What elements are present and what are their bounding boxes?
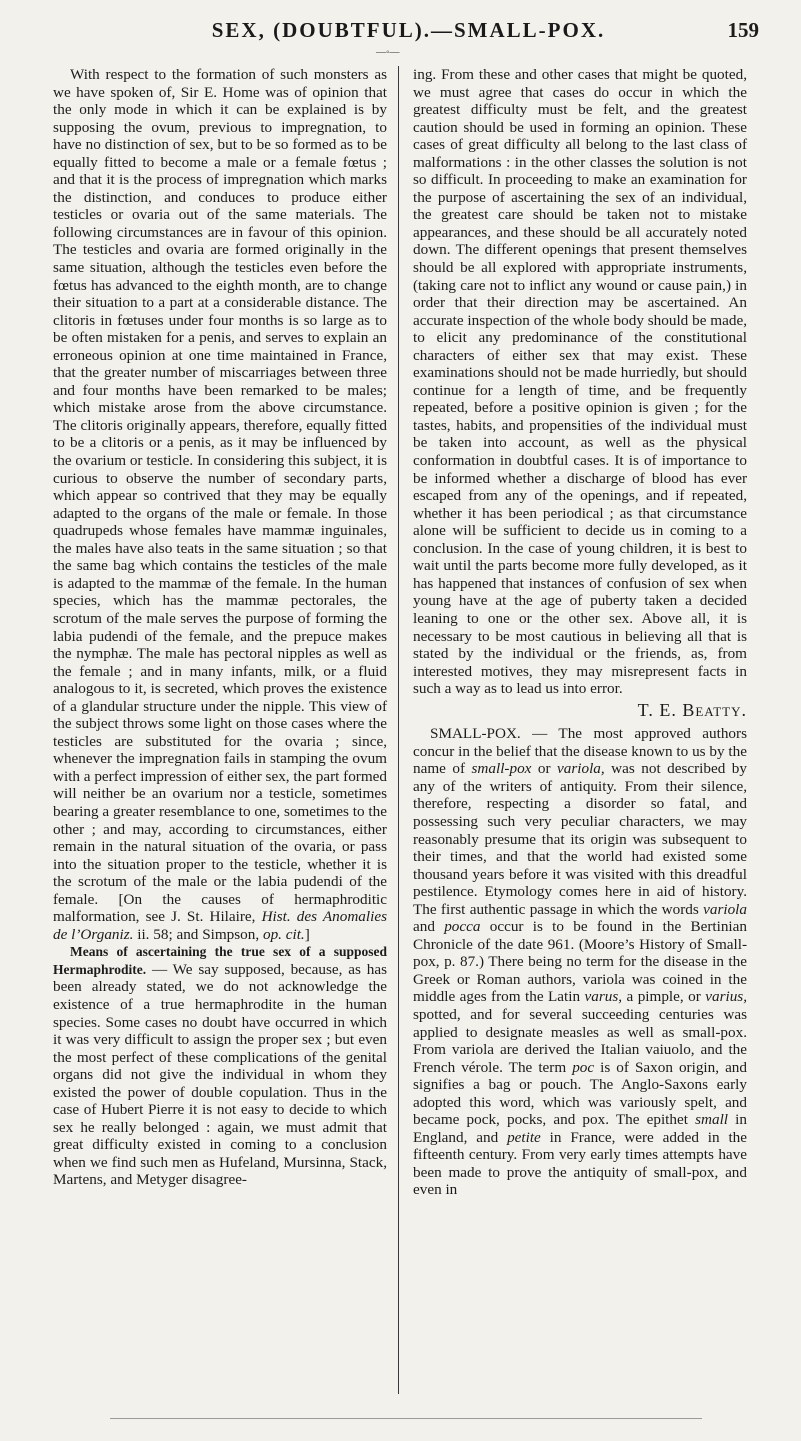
page-header xyxy=(58,18,759,46)
paragraph-small-pox xyxy=(413,725,747,1199)
paragraph-text: spotted, and for several succeeding centuries was applied to designate measles as well as small-pox. From variola are derived the Italian vaiuolo, and the French vérole. The term xyxy=(413,1005,747,1076)
page-number: 159 xyxy=(727,18,759,42)
paragraph-text: is of Saxon origin, and signifies a bag or pouch. The Anglo-Saxons early adopted this word, which was variously spelt, and became pock, pocks, and pox. The epithet xyxy=(413,1058,747,1129)
italic-term: varus, xyxy=(584,988,623,1006)
paragraph-monster-formation xyxy=(53,66,387,943)
author-signature: T. E. Beatty. xyxy=(637,699,747,720)
italic-term: small-pox xyxy=(471,760,532,778)
paragraph-text: — We say supposed, because, as has been already stated, we do not acknowledge the existence of a true hermaphrodite in the human species. Some cases no doubt have occurred in which it was very difficult to assign the proper sex ; but even the most perfect of these complications of the genital organs did not give the individual in whom they existed the power of double copulation. Thus in the case of Hubert Pierre it is not easy to decide to which sex he really belonged : again, we must admit that great difficulty existed in coming to a conclusion when we find such men as Hufeland, Mursinna, Stack, Martens, and Metyger disagree- xyxy=(53,960,387,1189)
left-column xyxy=(53,66,387,1189)
italic-term: small xyxy=(695,1111,729,1129)
paragraph-text: in France, were added in the fifteenth century. From very early times attempts have been made to prove the antiquity of small-pox, and even in xyxy=(413,1128,747,1199)
paragraph-text: occur is to be found in the Bertinian Chronicle of the date 961. (Moore’s History of Small-pox, p. 87.) There being no term for the disease in the Greek or Roman authors, variola was coined in the middle ages from the Latin xyxy=(413,918,747,1006)
bracket-note xyxy=(53,891,387,943)
italic-term: petite xyxy=(507,1128,541,1146)
italic-term: pocca xyxy=(444,918,481,936)
paragraph-text: in England, and xyxy=(413,1111,747,1146)
running-title: SEX, (DOUBTFUL).—SMALL-POX. xyxy=(211,18,606,42)
paragraph-continuation: ing. From these and other cases that might be quoted, we must agree that cases do occur in which the greatest difficulty must be felt, and the greatest caution should be used in forming an opinion. These cases of great difficulty all belong to the last class of malformations : in the other classes the solution is not so difficult. In proceeding to make an examination for the purpose of ascertaining the sex of an individual, the greatest care should be taken not to mistake appearances, and these should be all accurately noted down. The different openings that present themselves should be all explored with appropriate instruments, (taking care not to inflict any wound or cause pain,) in order that their direction may be ascertained. An accurate inspection of the whole body should be made, to elicit any predominance of the constitutional characters of either sex that may exist. These examinations should not be made hurriedly, but should continue for a length of time, and be frequently repeated, before a positive opinion is given ; for the tastes, habits, and propensities of the individual must be taken into account, as well as the physical conformation in doubtful cases. It is of importance to be informed whether a discharge of blood has ever escaped from any of the openings, and if repeated, whether it has been periodical ; as that circumstance alone will be sufficient to decide us in coming to a conclusion. In the case of young children, it is best to wait until the parts become more fully developed, as it has happened that instances of confusion of sex when young have at the age of puberty taken a decided leaning to one or the other sex. Above all, it is necessary to be most cautious in believing all that is stated by the individual or the friends, as, from interested motives, they may misrepresent facts in such a way as to lead us into error. xyxy=(413,66,747,698)
note-text: ] xyxy=(304,925,310,943)
italic-term: varius, xyxy=(705,988,747,1006)
bottom-rule xyxy=(110,1418,702,1419)
paragraph-text: or xyxy=(531,760,558,778)
note-citation-title: Hist. des Anomalies de l’Organiz. xyxy=(53,908,387,943)
paragraph-text: With respect to the formation of such monsters as we have spoken of, Sir E. Home was of opinion that the only mode in which it can be explained is by supposing the ovum, previous to impregnation, to have no distinction of sex, but to be so formed as to be equally fitted to become a male or a female fœtus ; and that it is the process of impregnation which marks the distinction, and conduces to produce either testicles or ovaria out of the same materials. The following circumstances are in favour of this opinion. The testicles and ovaria are formed originally in the same situation, although the testicles even before the fœtus has advanced to the eighth month, are to change their situation to a part at a considerable distance. The clitoris in fœtuses under four months is so large as to be often mistaken for a penis, and serves to explain an erroneous opinion at one time maintained in France, that the greater number of miscarriages between three and four months have been remarked to be males; which mistake arose from the above circumstance. The clitoris originally appears, therefore, equally fitted to be a clitoris or a penis, as it may be influenced by the ovarium or testicle. In considering this subject, it is curious to observe the number of secondary parts, which appear so contrived that they may be equally adapted to the organs of the male or female. In those quadrupeds whose females have mammæ inguinales, the males have also teats in the same situation ; so that the same bag which contains the testicles of the male is adapted to the mammæ of the female. In the human species, which has the mammæ pectorales, the scrotum of the male serves the purpose of forming the labia pudendi of the female, and the prepuce makes the nymphæ. The male has pectoral nipples as well as the female ; and in many infants, milk, or a fluid analogous to it, is secreted, which proves the existence of a glandular structure under the nipple. This view of the subject throws some light on those cases where the testicles are substituted for the ovaria ; since, whenever the impregnation fails in stamping the ovum with a perfect impression of either sex, the part formed will neither be an ovarium nor a testicle, sometimes bearing a greater resemblance to one, sometimes to the other ; and may, according to circumstances, either remain in the natural situation of the ovaria, or pass into the situation proper to the testicle, whether it is the scrotum of the male or the labia pudendi of the female. xyxy=(53,66,388,908)
section-heading: Means of ascertaining the true sex of a supposed Hermaphrodite. xyxy=(53,944,387,977)
paragraph-text: and xyxy=(413,918,445,936)
paragraph-text: — The most approved authors concur in the belief that the disease known to us by the name of xyxy=(413,725,747,778)
italic-term: variola, xyxy=(557,760,605,778)
paragraph-text: a pimple, or xyxy=(622,988,706,1006)
note-citation-opcit: op. cit. xyxy=(262,925,305,943)
italic-term: poc xyxy=(572,1058,595,1076)
right-column xyxy=(413,66,747,1199)
header-ornament: —◦— xyxy=(376,47,400,58)
note-text: [On the causes of hermaphroditic malformation, see J. St. Hilaire, xyxy=(53,890,387,926)
paragraph-means-of-ascertaining xyxy=(53,943,387,1189)
column-divider xyxy=(398,66,399,1394)
section-heading: SMALL-POX. xyxy=(430,725,521,743)
paragraph-text: was not described by any of the writers of antiquity. From their silence, therefore, respecting a disorder so fatal, and possessing such very peculiar characters, we may reasonably presume that its origin was subsequent to their times, and that the world had existed some thousand years before it was visited with this dreadful pestilence. Etymology comes here in aid of history. The first authentic passage in which the words xyxy=(413,760,747,918)
note-text: ii. 58; and Simpson, xyxy=(133,925,263,943)
italic-term: variola xyxy=(703,900,747,918)
